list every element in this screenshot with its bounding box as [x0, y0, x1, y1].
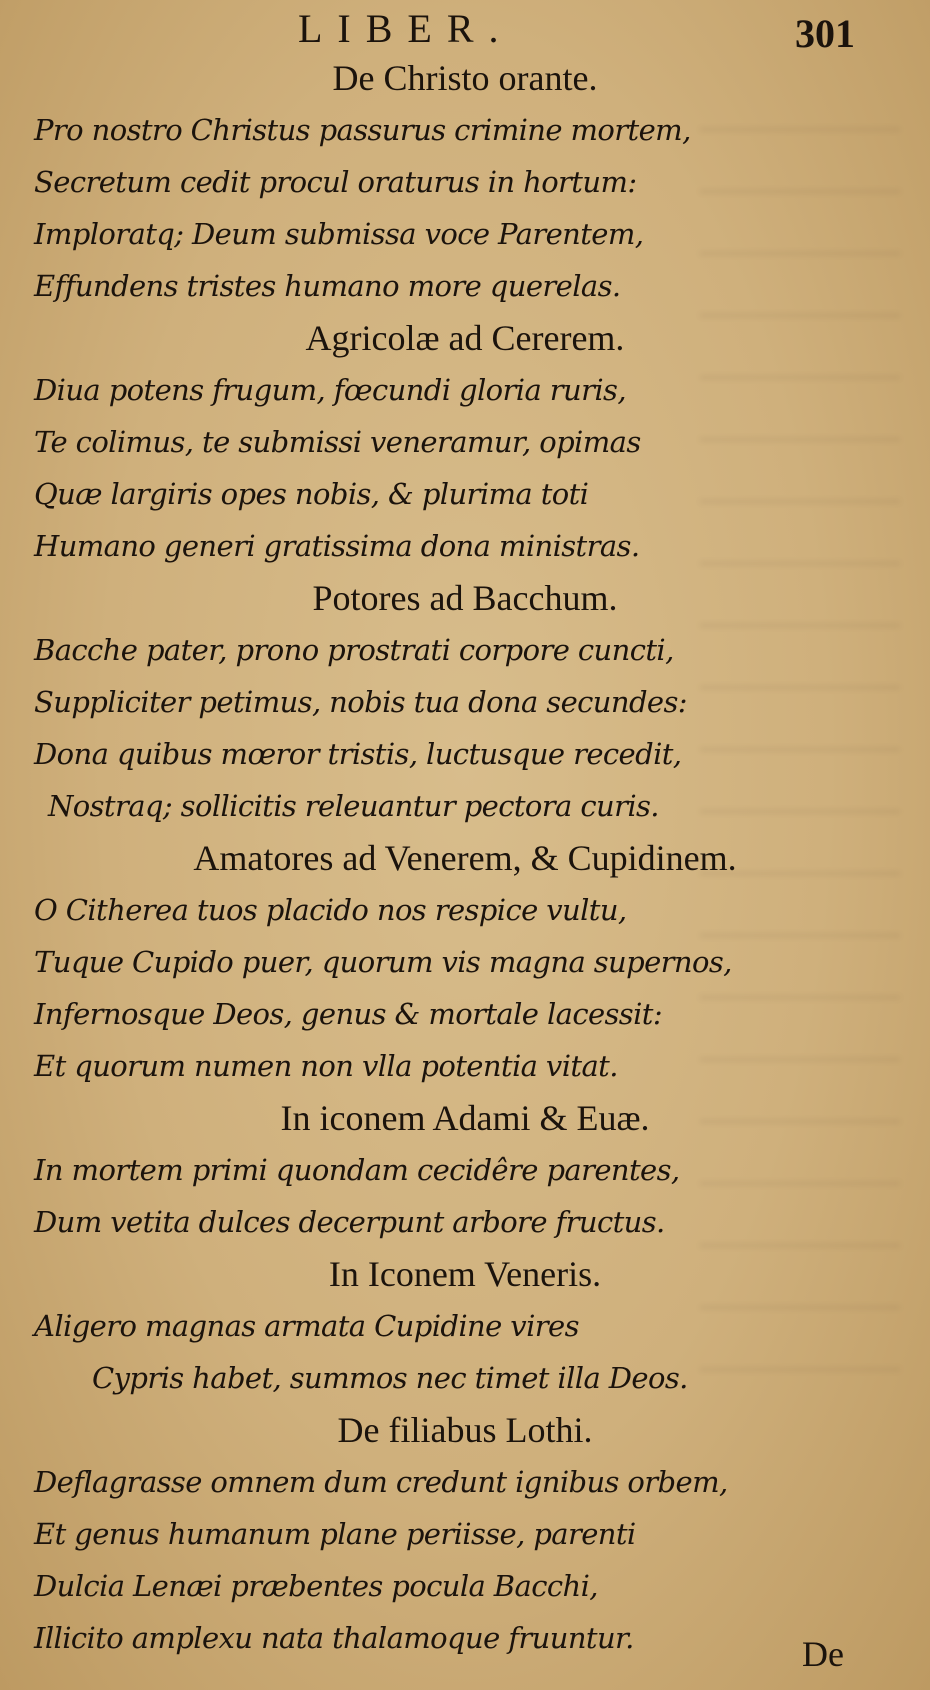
verse-line: Et genus humanum plane periisse, parenti — [34, 1517, 636, 1551]
verse-line: Humano generi gratissima dona ministras. — [34, 529, 640, 563]
page-number: 301 — [795, 11, 855, 56]
verse-line: Pro nostro Christus passurus crimine mortem, — [34, 113, 691, 147]
section-heading: In Iconem Veneris. — [328, 1254, 602, 1294]
verse-line: Nostraq; sollicitis releuantur pectora curis. — [48, 789, 659, 823]
verse-line: Dona quibus mœror tristis, luctusque recedit, — [34, 737, 682, 771]
verse-line: Tuque Cupido puer, quorum vis magna supernos, — [34, 945, 732, 979]
section-heading: In iconem Adami & Euæ. — [280, 1098, 650, 1138]
verse-line: Effundens tristes humano more querelas. — [34, 269, 621, 303]
catchword: De — [802, 1634, 844, 1674]
verse-line: Imploratq; Deum submissa voce Parentem, — [34, 217, 644, 251]
verse-line: Infernosque Deos, genus & mortale lacessit: — [34, 997, 662, 1031]
verse-line: Deflagrasse omnem dum credunt ignibus orbem, — [34, 1465, 728, 1499]
verse-line: Dum vetita dulces decerpunt arbore fructus. — [34, 1205, 665, 1239]
verse-line: Dulcia Lenæi præbentes pocula Bacchi, — [34, 1569, 598, 1603]
running-head-title: LIBER. — [298, 6, 514, 51]
section-heading: De filiabus Lothi. — [337, 1410, 593, 1450]
verse-line: Aligero magnas armata Cupidine vires — [34, 1309, 579, 1343]
running-head — [0, 4, 930, 54]
verse-line: In mortem primi quondam cecidêre parentes, — [34, 1153, 680, 1187]
verse-line: Cypris habet, summos nec timet illa Deos. — [92, 1361, 688, 1395]
verse-line: Secretum cedit procul oraturus in hortum: — [34, 165, 637, 199]
section-heading: Amatores ad Venerem, & Cupidinem. — [193, 838, 737, 878]
section-heading: Potores ad Bacchum. — [312, 578, 618, 618]
show-through-texture — [700, 90, 900, 1390]
verse-line: Te colimus, te submissi veneramur, opimas — [34, 425, 641, 459]
verse-line: O Citherea tuos placido nos respice vultu, — [34, 893, 627, 927]
section-heading: Agricolæ ad Cererem. — [305, 318, 625, 358]
verse-line: Diua potens frugum, fœcundi gloria ruris, — [34, 373, 626, 407]
verse-line: Et quorum numen non vlla potentia vitat. — [34, 1049, 618, 1083]
verse-line: Suppliciter petimus, nobis tua dona secundes: — [34, 685, 687, 719]
verse-line: Bacche pater, prono prostrati corpore cuncti, — [34, 633, 674, 667]
verse-line: Quæ largiris opes nobis, & plurima toti — [34, 477, 589, 511]
verse-line: Illicito amplexu nata thalamoque fruuntur. — [34, 1621, 634, 1655]
section-heading: De Christo orante. — [332, 58, 598, 98]
